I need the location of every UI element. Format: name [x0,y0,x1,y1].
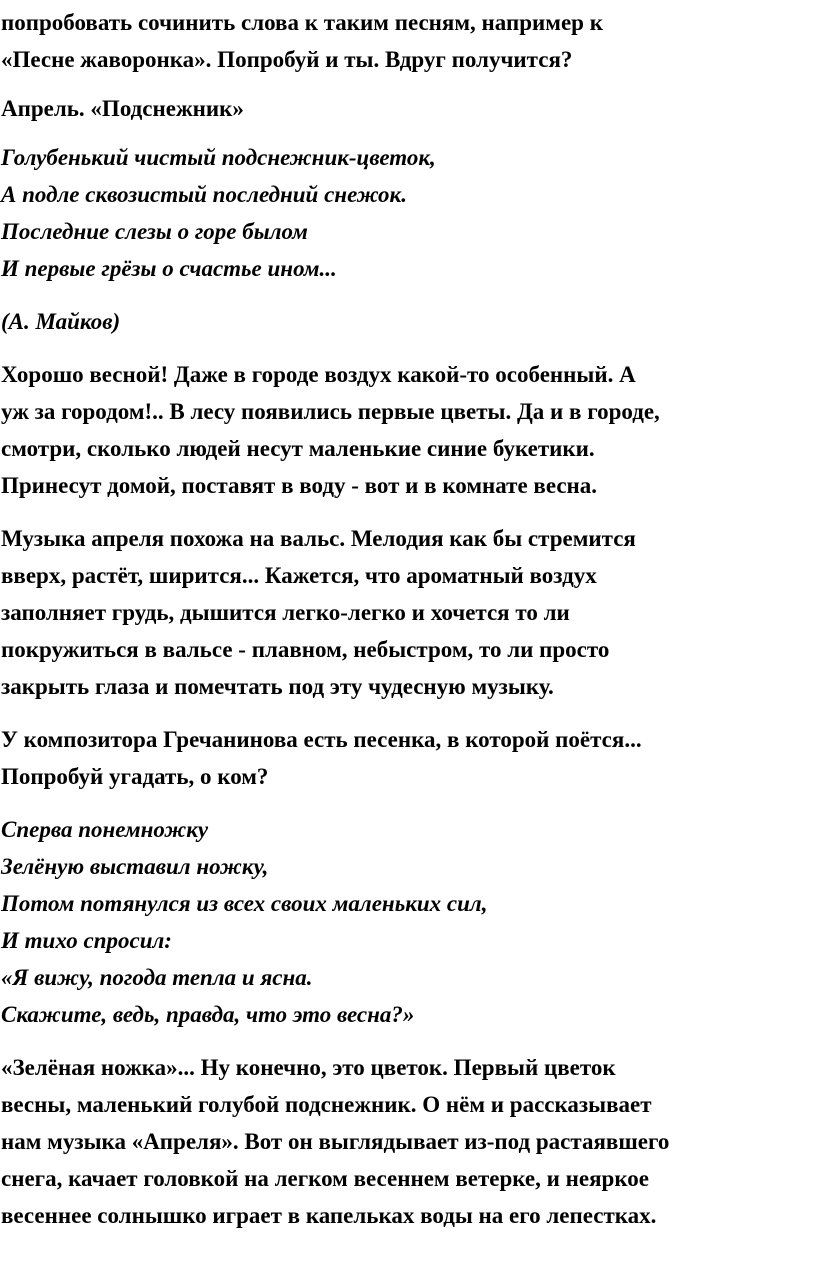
text-line: покружиться в вальсе - плавном, небыстром, то ли просто [1,637,610,662]
poem-line: Потом потянулся из всех своих маленьких сил, [1,891,488,916]
text-line: Хорошо весной! Даже в городе воздух какой-то особенный. А [1,362,636,387]
text-line: вверх, растёт, ширится... Кажется, что ароматный воздух [1,563,597,588]
text-line: Попробуй угадать, о ком? [1,764,269,789]
text-line: «Песне жаворонка». Попробуй и ты. Вдруг получится? [1,47,573,72]
text-line: нам музыка «Апреля». Вот он выглядывает из-под растаявшего [1,1129,670,1154]
text-line: заполняет грудь, дышится легко-легко и хочется то ли [1,600,570,625]
intro-paragraph [1,4,816,78]
poem-attribution [1,303,816,340]
section-heading [1,90,816,127]
text-line: Музыка апреля похожа на вальс. Мелодия как бы стремится [1,526,636,551]
poem-line: Последние слезы о горе былом [1,219,308,244]
composer-paragraph [1,721,816,795]
poem-line: Голубенький чистый подснежник-цветок, [1,145,436,170]
poem-green-foot [1,811,816,1033]
text-line: «Зелёная ножка»... Ну конечно, это цветок. Первый цветок [1,1055,616,1080]
poem-line: Зелёную выставил ножку, [1,854,269,879]
text-line: уж за городом!.. В лесу появились первые цветы. Да и в городе, [1,399,660,424]
poem-snowdrop [1,139,816,287]
waltz-paragraph [1,520,816,705]
text-line: смотри, сколько людей несут маленькие синие букетики. [1,436,595,461]
poem-line: И первые грёзы о счастье ином... [1,256,337,281]
text-line: весны, маленький голубой подснежник. О нём и рассказывает [1,1092,652,1117]
snowdrop-paragraph [1,1049,816,1234]
poem-line: А подле сквозистый последний снежок. [1,182,407,207]
attribution-text: (А. Майков) [1,309,121,334]
heading-text: Апрель. «Подснежник» [1,96,244,121]
poem-line: Сперва понемножку [1,817,209,842]
text-line: У композитора Гречанинова есть песенка, в которой поётся... [1,727,642,752]
text-line: Принесут домой, поставят в воду - вот и в комнате весна. [1,473,598,498]
poem-line: И тихо спросил: [1,928,172,953]
text-line: весеннее солнышко играет в капельках воды на его лепестках. [1,1203,657,1228]
text-line: попробовать сочинить слова к таким песням, например к [1,10,603,35]
spring-paragraph [1,356,816,504]
poem-line: «Я вижу, погода тепла и ясна. [1,965,313,990]
text-line: закрыть глаза и помечтать под эту чудесную музыку. [1,674,554,699]
poem-line: Скажите, ведь, правда, что это весна?» [1,1002,415,1027]
text-line: снега, качает головкой на легком весеннем ветерке, и неяркое [1,1166,649,1191]
